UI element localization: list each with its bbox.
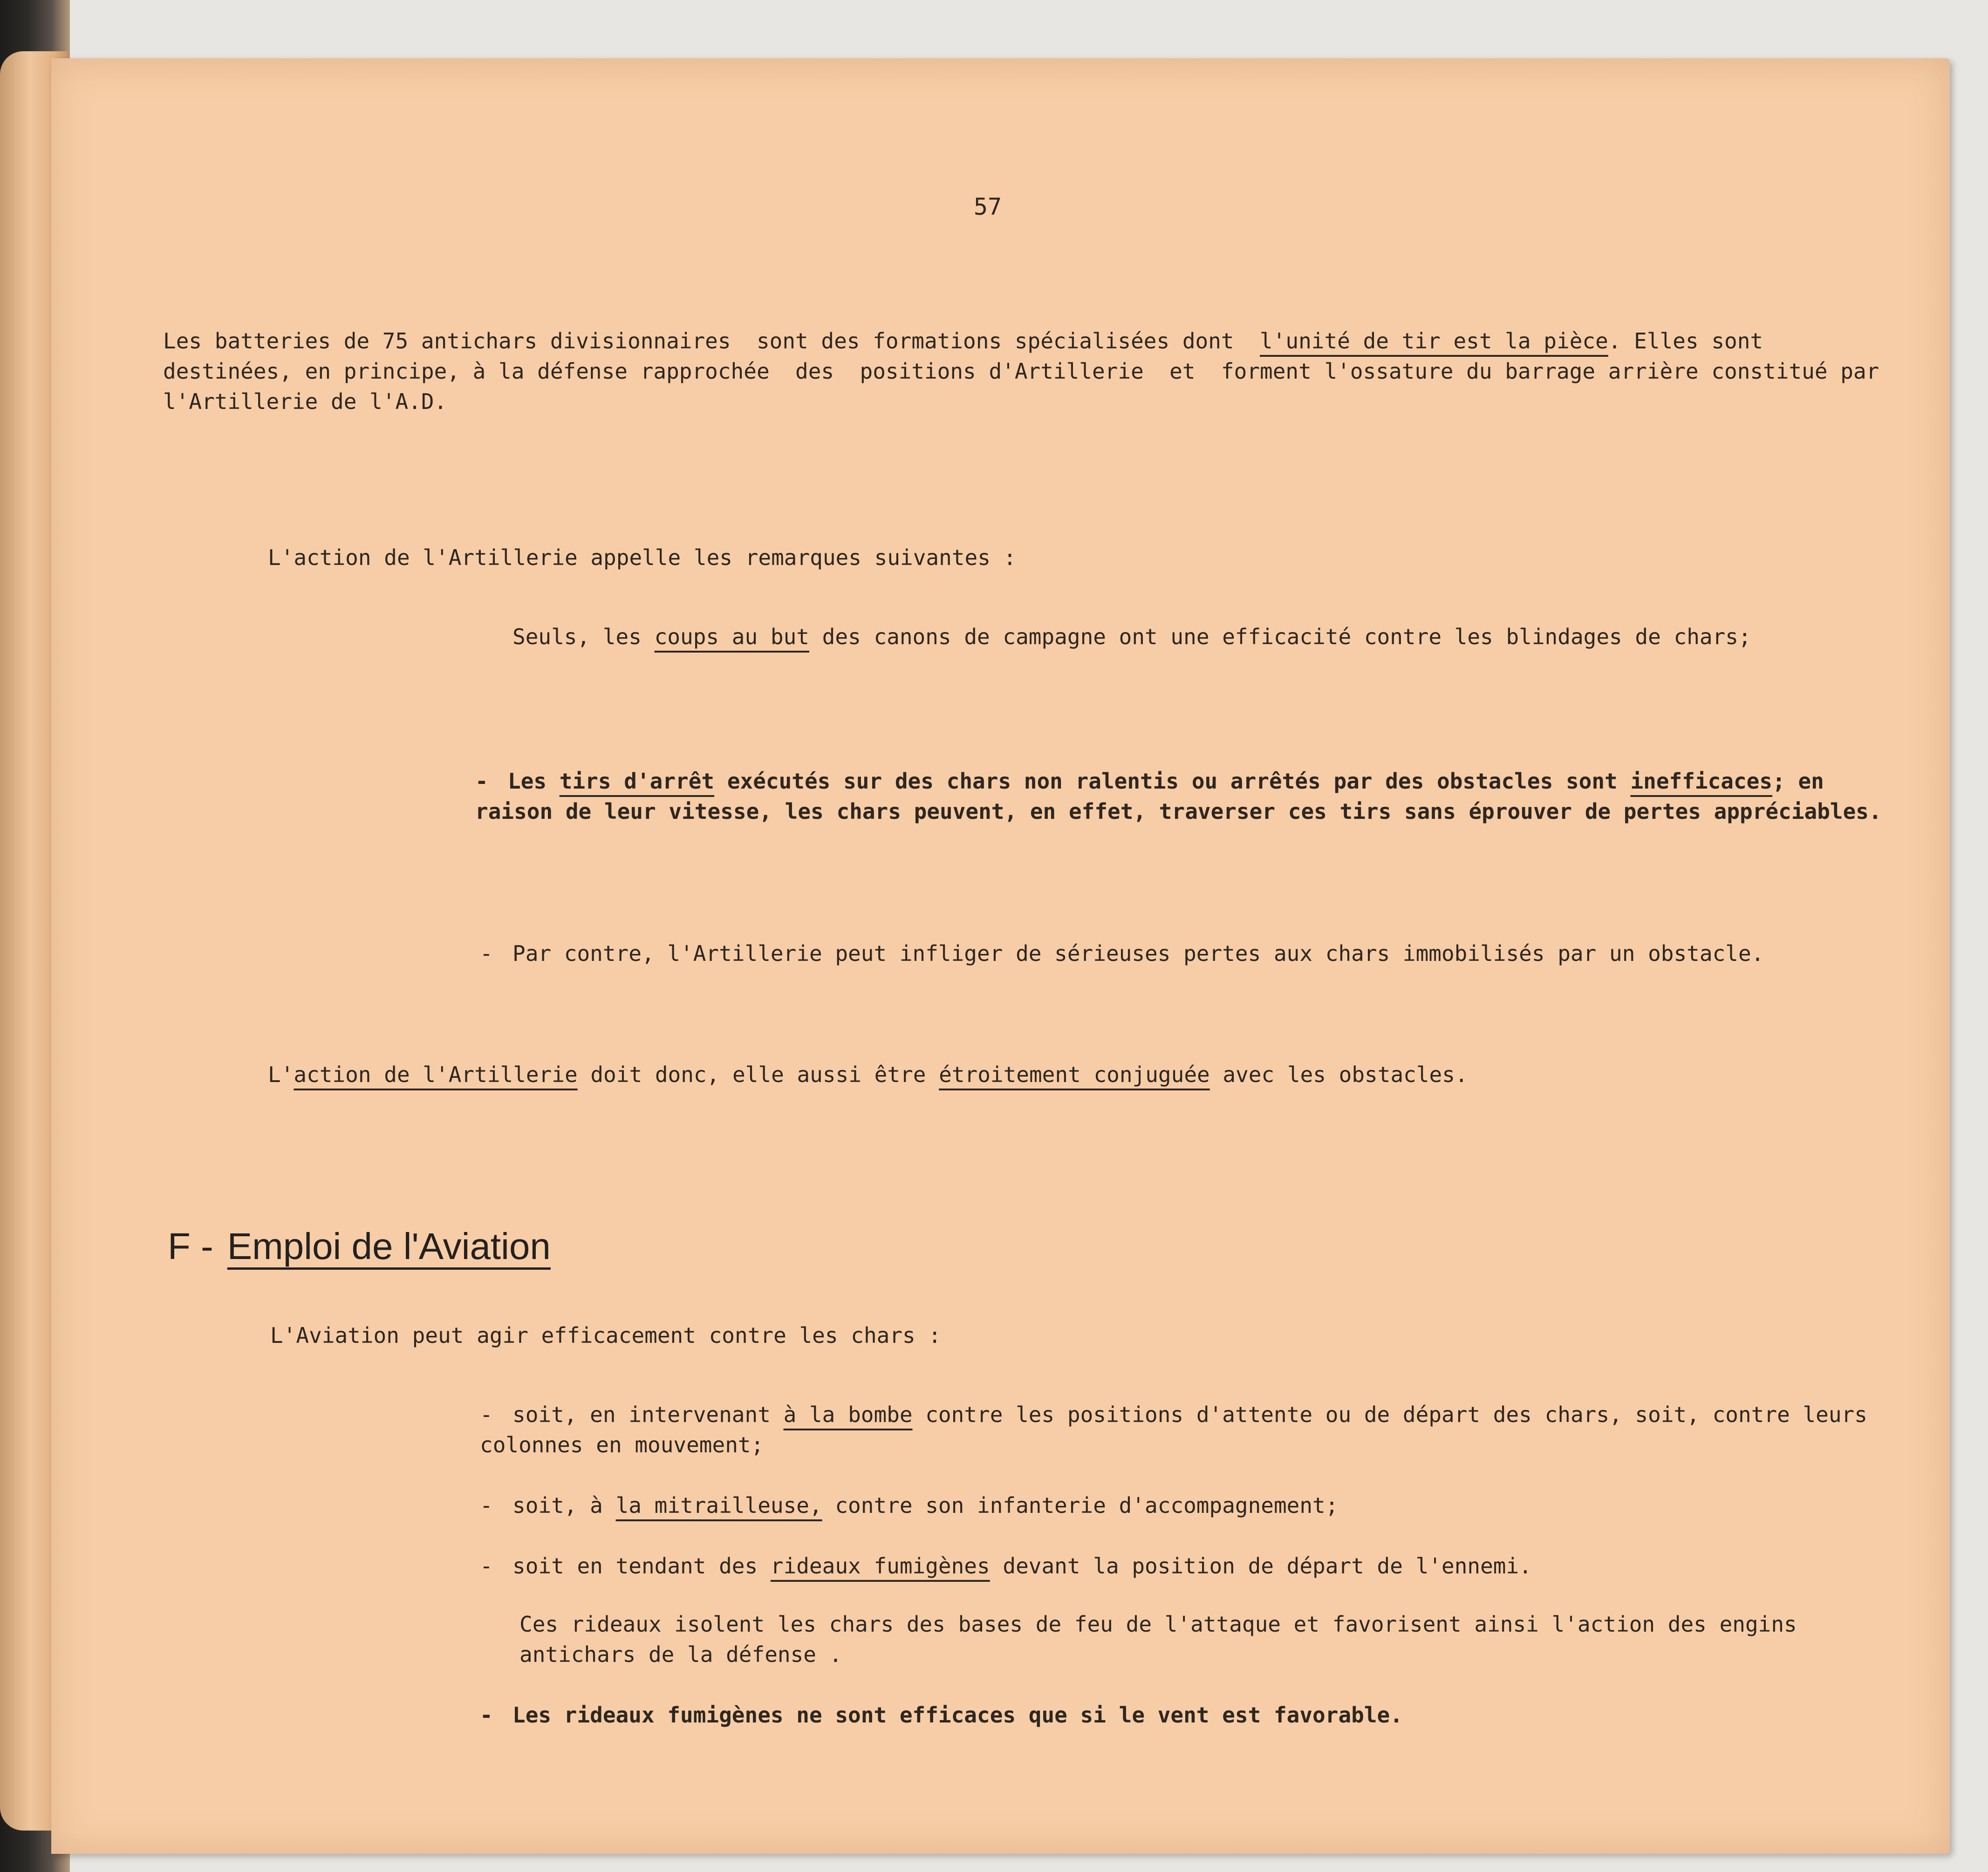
list-dash: - xyxy=(480,1702,493,1728)
underlined-phrase: inefficaces xyxy=(1630,769,1773,794)
item-text: devant la position de départ de l'ennemi. xyxy=(990,1553,1532,1579)
item-text: soit en tendant des xyxy=(512,1553,771,1579)
paragraph-text: . Elles sont destinées, en principe, à la défense rapprochée des positions d'Artillerie et forment l'ossature du barrage arrière constitué par l'Artillerie de l'A.D. xyxy=(163,328,1892,414)
aviation-item-bomb xyxy=(480,1400,1901,1460)
section-title: Emploi de l'Aviation xyxy=(227,1225,551,1267)
paragraph-antitank-batteries xyxy=(163,326,1892,417)
paragraph-text: Les batteries de 75 antichars divisionnaires sont des formations spécialisées dont xyxy=(163,328,1260,354)
paragraph-text: L' xyxy=(268,1062,294,1087)
remark-text: Les xyxy=(508,769,560,794)
list-dash: - xyxy=(480,941,493,966)
list-dash: - xyxy=(480,1402,493,1427)
aviation-item-smoke-screens xyxy=(480,1551,1901,1581)
remark-immobilized-tanks xyxy=(480,939,1901,969)
item-text: contre les positions d'attente ou de départ des chars, soit, contre leurs colonnes en mouvement; xyxy=(480,1402,1880,1457)
item-text: soit, à xyxy=(512,1493,616,1518)
aviation-note: Ces rideaux isolent les chars des bases de feu de l'attaque et favorisent ainsi l'action des engins antichars de la défense . xyxy=(519,1612,1810,1667)
paragraph-artillery-remarks: L'action de l'Artillerie appelle les remarques suivantes : xyxy=(268,545,1017,570)
paragraph-conclusion xyxy=(268,1060,1805,1090)
underlined-phrase: étroitement conjuguée xyxy=(939,1062,1210,1087)
page-number: 57 xyxy=(973,193,1002,220)
underlined-phrase: l'unité de tir est la pièce xyxy=(1260,328,1608,354)
list-dash: - xyxy=(475,769,488,794)
remark-direct-hits xyxy=(512,622,1882,652)
item-text: Les rideaux fumigènes ne sont efficaces que si le vent est favorable. xyxy=(512,1702,1403,1728)
remark-text: ; en raison de leur vitesse, les chars peuvent, en effet, traverser ces tirs sans éprouver de pertes appréciables. xyxy=(475,769,1882,824)
list-dash: - xyxy=(480,1553,493,1579)
section-heading xyxy=(168,1225,551,1268)
paragraph-text: doit donc, elle aussi être xyxy=(577,1062,939,1087)
underlined-phrase: action de l'Artillerie xyxy=(294,1062,578,1087)
remark-text: des canons de campagne ont une efficacité contre les blindages de chars; xyxy=(809,624,1751,649)
item-text: contre son infanterie d'accompagnement; xyxy=(822,1493,1339,1518)
underlined-phrase: la mitrailleuse, xyxy=(615,1493,822,1518)
remark-barrage-fire xyxy=(475,766,1882,827)
remark-text: exécutés sur des chars non ralentis ou arrêtés par des obstacles sont xyxy=(714,769,1631,794)
aviation-item-machine-gun xyxy=(480,1491,1901,1521)
remark-text: Par contre, l'Artillerie peut infliger de sérieuses pertes aux chars immobilisés par un obstacle. xyxy=(512,941,1764,966)
underlined-phrase: rideaux fumigènes xyxy=(770,1553,990,1579)
paragraph-aviation-intro: L'Aviation peut agir efficacement contre les chars : xyxy=(270,1323,942,1348)
item-text: soit, en intervenant xyxy=(512,1402,784,1427)
remark-text: Seuls, les xyxy=(512,624,655,649)
underlined-phrase: coups au but xyxy=(654,624,809,649)
list-dash: - xyxy=(480,1493,493,1518)
aviation-item-wind xyxy=(480,1700,1901,1730)
document-page xyxy=(51,58,1950,1854)
underlined-phrase: tirs d'arrêt xyxy=(559,769,715,794)
paragraph-text: avec les obstacles. xyxy=(1209,1062,1468,1087)
section-letter: F - xyxy=(168,1225,213,1267)
underlined-phrase: à la bombe xyxy=(783,1402,913,1427)
